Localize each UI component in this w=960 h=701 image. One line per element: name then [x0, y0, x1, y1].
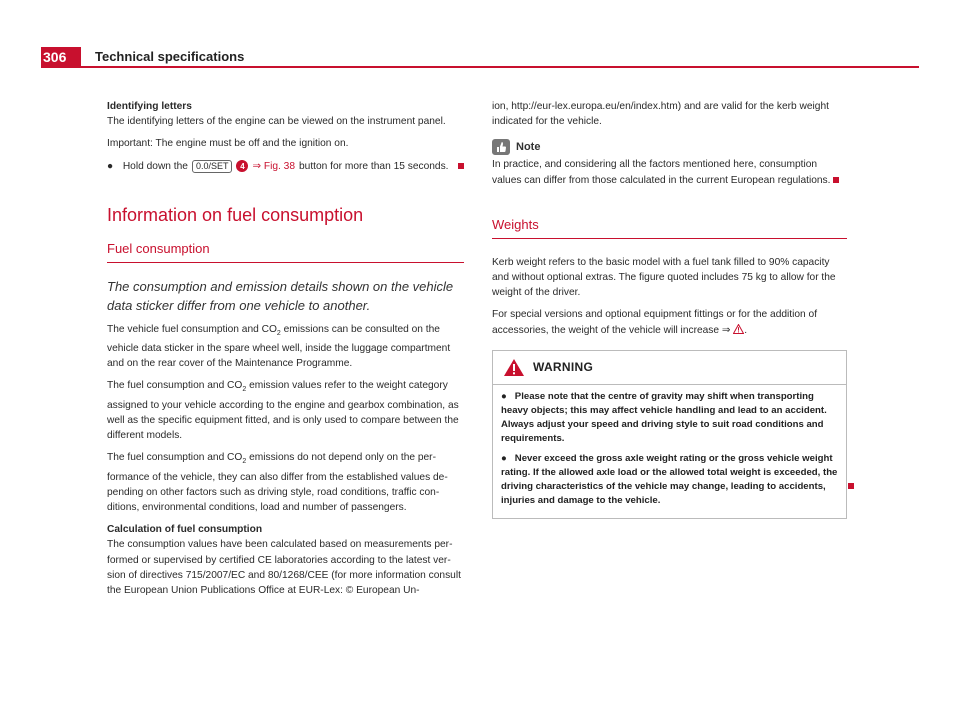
weights-title: Weights [492, 216, 539, 232]
page-number: 306 [41, 47, 81, 67]
paragraph-3: The fuel consumption and $CO_2$ emissions do not depend only on the performance of the vehicle, they can also differ from the established values depending on other factors such as driving style, road conditions, traffic conditions, environmental conditions, load and number of passengers. [107, 452, 448, 513]
note-icon [492, 139, 510, 155]
calculation-text: The consumption values have been calculated based on measurements performed or supervised by certified CE laboratories according to the latest version of directives 715/2007/EC and 80/1268/CEE (for more information consult the European Union Publications Office at EUR-Lex: © European Un- [107, 539, 461, 596]
important-text: Important: The engine must be off and the ignition on. [107, 138, 349, 150]
section-title: Information on fuel consumption [107, 204, 364, 225]
calculation-heading: Calculation of fuel consumption [107, 524, 263, 536]
warning-body [493, 385, 846, 518]
subsection-rule [107, 262, 464, 263]
identifying-letters-text: The identifying letters of the engine can be viewed on the instrument panel. [107, 116, 446, 128]
bullet-prefix: Hold down the [122, 160, 188, 172]
figure-link[interactable]: ⇒ Fig. 38 [252, 160, 295, 172]
section-end-mark [458, 163, 464, 169]
set-key-icon: 0.0/SET [192, 160, 233, 173]
running-header: Technical specifications [95, 49, 245, 64]
weights-rule [492, 238, 847, 239]
warning-ref-icon[interactable] [733, 324, 744, 334]
weights-paragraph-1: Kerb weight refers to the basic model with a fuel tank filled to 90% capacity and without optional extras. The figure quoted includes 75 kg to allow for the weight of the driver. [492, 256, 836, 299]
continued-text: ion, http://eur-lex.europa.eu/en/index.htm) and are valid for the kerb weight indicated for the vehicle. [492, 101, 829, 128]
warning-icon [503, 358, 525, 377]
weights-paragraph-2: For special versions and optional equipment fittings or for the addition of accessories, the weight of the vehicle will increase ⇒ . [492, 309, 818, 336]
warning-end-mark [848, 483, 854, 489]
warning-header [493, 351, 846, 385]
bullet-dot: ● [107, 160, 119, 172]
warning-item-1: ● Please note that the centre of gravity may shift when transporting heavy objects; this may affect vehicle handling and lead to an accident. Always adjust your speed and driving style to suit road conditions and requirements. [501, 390, 827, 444]
subsection-title: Fuel consumption [107, 240, 210, 256]
note-end-mark [833, 177, 839, 183]
hold-button-bullet [107, 159, 464, 174]
identifying-letters-heading: Identifying letters [107, 101, 192, 112]
note-text: In practice, and considering all the factors mentioned here, consumption values can differ from those calculated in the current European regulations. [492, 157, 847, 187]
right-column [492, 99, 847, 519]
header-rule [41, 66, 919, 68]
warning-box [492, 350, 847, 519]
warning-label: WARNING [533, 359, 594, 374]
callout-number-icon: 4 [236, 160, 248, 172]
lead-paragraph: The consumption and emission details shown on the vehicle data sticker differ from one vehicle to another. [107, 278, 454, 313]
note-label: Note [516, 140, 541, 153]
paragraph-1: The vehicle fuel consumption and $CO_2$ emissions can be consulted on the vehicle data sticker in the spare wheel well, inside the luggage compartment and on the rear cover of the Maintenance Programme. [107, 323, 451, 370]
paragraph-2: The fuel consumption and $CO_2$ emission values refer to the weight category assigned to your vehicle according to the engine and gearbox combination, as well as the specific equipment fitted, and is only used to compare between the different models. [107, 380, 459, 442]
bullet-suffix: button for more than 15 seconds. [299, 160, 449, 172]
warning-item-2: ● Never exceed the gross axle weight rating or the gross vehicle weight rating. If the allowed axle load or the allowed total weight is exceeded, the driving characteristics of the vehicle may change, leading to accidents, injuries and damage to the vehicle. [501, 452, 838, 506]
left-column [107, 99, 464, 605]
note-header [492, 139, 847, 155]
